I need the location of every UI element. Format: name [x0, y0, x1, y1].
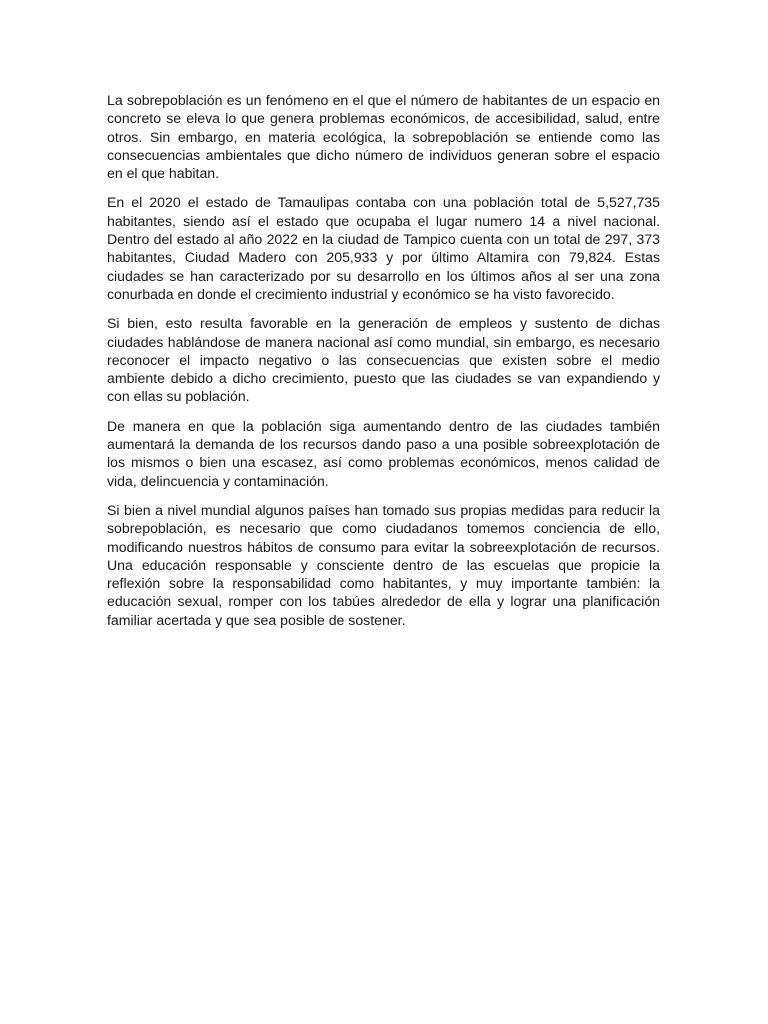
paragraph-5: Si bien a nivel mundial algunos países han tomado sus propias medidas para reducir la sobrepoblación, es necesario que como ciudadanos tomemos conciencia de ello, modificando nuestros hábitos de consumo para evitar la sobreexplotación de recursos. Una educación responsable y consciente dentro de las escuelas que propicie la reflexión sobre la responsabilidad como habitantes, y muy importante también: la educación sexual, romper con los tabúes alrededor de ella y lograr una planificación familiar acertada y que sea posible de sostener. [107, 501, 660, 628]
paragraph-4: De manera en que la población siga aumentando dentro de las ciudades también aumentará la demanda de los recursos dando paso a una posible sobreexplotación de los mismos o bien una escasez, así como problemas económicos, menos calidad de vida, delincuencia y contaminación. [107, 417, 660, 489]
document-body [107, 91, 660, 640]
paragraph-1: La sobrepoblación es un fenómeno en el que el número de habitantes de un espacio en concreto se eleva lo que genera problemas económicos, de accesibilidad, salud, entre otros. Sin embargo, en materia ecológica, la sobrepoblación se entiende como las consecuencias ambientales que dicho número de individuos generan sobre el espacio en el que habitan. [107, 92, 660, 182]
paragraph-3: Si bien, esto resulta favorable en la generación de empleos y sustento de dichas ciudades hablándose de manera nacional así como mundial, sin embargo, es necesario reconocer el impacto negativo o las consecuencias que existen sobre el medio ambiente debido a dicho crecimiento, puesto que las ciudades se van expandiendo y con ellas su población. [107, 315, 660, 405]
paragraph-2: En el 2020 el estado de Tamaulipas contaba con una población total de 5,527,735 habitantes, siendo así el estado que ocupaba el lugar numero 14 a nivel nacional. Dentro del estado al año 2022 en la ciudad de Tampico cuenta con un total de 297, 373 habitantes, Ciudad Madero con 205,933 y por último Altamira con 79,824. Estas ciudades se han caracterizado por su desarrollo en los últimos años al ser una zona conurbada en donde el crecimiento industrial y económico se ha visto favorecido. [107, 194, 660, 302]
